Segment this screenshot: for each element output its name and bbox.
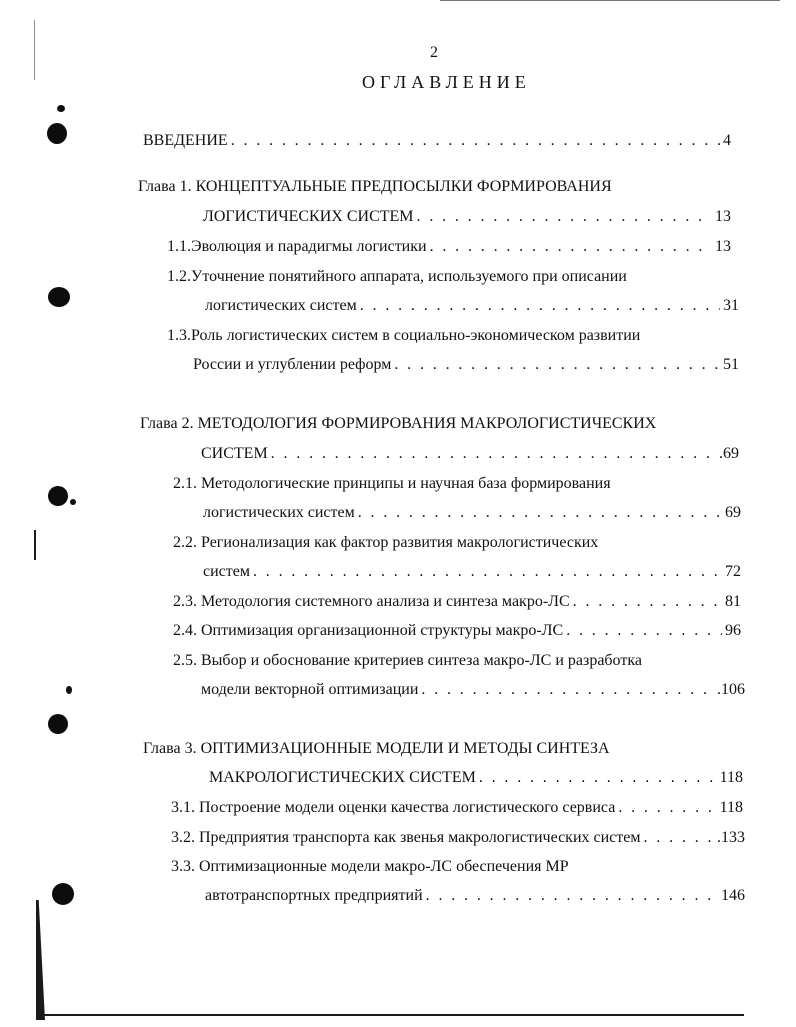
toc-chapter-3-title[interactable]: Глава 3. ОПТИМИЗАЦИОННЫЕ МОДЕЛИ И МЕТОДЫ СИНТЕЗА bbox=[143, 740, 610, 757]
toc-chapter-1-title[interactable]: Глава 1. КОНЦЕПТУАЛЬНЫЕ ПРЕДПОСЫЛКИ ФОРМИРОВАНИЯ bbox=[138, 178, 612, 195]
toc-section-2-5[interactable] bbox=[201, 680, 745, 700]
toc-section-3-3[interactable] bbox=[205, 886, 745, 906]
scan-edge-line bbox=[34, 530, 36, 560]
toc-page-number: 69 bbox=[725, 504, 741, 521]
toc-page-number: 96 bbox=[725, 622, 741, 639]
scan-edge-line bbox=[440, 0, 780, 1]
dot-leader bbox=[426, 886, 718, 906]
toc-page-number: 31 bbox=[723, 297, 739, 314]
dot-leader bbox=[618, 798, 716, 818]
dot-leader bbox=[394, 355, 720, 375]
binder-hole-mark bbox=[57, 105, 65, 112]
toc-page-number: 118 bbox=[719, 769, 743, 786]
toc-section-2-5-title[interactable]: 2.5. Выбор и обоснование критериев синтеза макро-ЛС и разработка bbox=[173, 652, 642, 669]
dot-leader bbox=[360, 296, 720, 316]
scan-edge-line bbox=[44, 1014, 744, 1016]
toc-chapter-3-entry[interactable] bbox=[209, 768, 743, 788]
toc-entry-text: логистических систем bbox=[205, 297, 357, 314]
toc-section-2-2-title[interactable]: 2.2. Регионализация как фактор развития макрологистических bbox=[173, 534, 599, 551]
toc-entry-text: 3.1. Построение модели оценки качества логистического сервиса bbox=[171, 799, 616, 816]
toc-section-3-2[interactable] bbox=[171, 828, 745, 848]
toc-entry-text: ВВЕДЕНИЕ bbox=[143, 132, 228, 149]
binder-hole-mark bbox=[47, 123, 67, 144]
toc-section-1-2[interactable] bbox=[205, 296, 739, 316]
binder-hole-mark bbox=[48, 714, 68, 734]
scan-edge-line bbox=[36, 900, 45, 1020]
dot-leader bbox=[271, 444, 716, 464]
toc-section-3-3-title[interactable]: 3.3. Оптимизационные модели макро-ЛС обеспечения МР bbox=[171, 858, 569, 875]
toc-section-2-2[interactable] bbox=[203, 562, 741, 582]
toc-entry-intro[interactable] bbox=[143, 131, 731, 151]
binder-hole-mark bbox=[52, 883, 74, 905]
toc-page-number: 13 bbox=[715, 238, 731, 255]
binder-hole-mark bbox=[66, 686, 72, 694]
binder-hole-mark bbox=[48, 486, 68, 506]
dot-leader bbox=[358, 503, 722, 523]
dot-leader bbox=[231, 131, 720, 151]
binder-hole-mark bbox=[48, 287, 70, 307]
toc-page-number: 81 bbox=[725, 593, 741, 610]
toc-chapter-1-entry[interactable] bbox=[203, 207, 731, 227]
dot-leader bbox=[253, 562, 722, 582]
toc-entry-text: логистических систем bbox=[203, 504, 355, 521]
dot-leader bbox=[566, 621, 722, 641]
toc-section-2-3[interactable] bbox=[173, 592, 741, 612]
toc-page-number: 51 bbox=[723, 356, 739, 373]
toc-entry-text: России и углублении реформ bbox=[193, 356, 392, 373]
toc-page-number: .133 bbox=[717, 829, 745, 846]
toc-entry-text: МАКРОЛОГИСТИЧЕСКИХ СИСТЕМ bbox=[209, 769, 476, 786]
toc-chapter-2-title[interactable]: Глава 2. МЕТОДОЛОГИЯ ФОРМИРОВАНИЯ МАКРОЛОГИСТИЧЕСКИХ bbox=[140, 415, 657, 432]
dot-leader bbox=[417, 207, 712, 227]
toc-entry-text: автотранспортных предприятий bbox=[205, 887, 423, 904]
toc-entry-text: ЛОГИСТИЧЕСКИХ СИСТЕМ bbox=[203, 208, 414, 225]
toc-entry-text: модели векторной оптимизации bbox=[201, 681, 419, 698]
toc-page-number: .69 bbox=[719, 445, 739, 462]
toc-section-2-1[interactable] bbox=[203, 503, 741, 523]
toc-page-number: 72 bbox=[725, 563, 741, 580]
toc-section-2-4[interactable] bbox=[173, 621, 741, 641]
binder-hole-mark bbox=[70, 499, 76, 505]
toc-section-1-3-title[interactable]: 1.3.Роль логистических систем в социально-экономическом развитии bbox=[167, 327, 641, 344]
page-number: 2 bbox=[430, 44, 438, 61]
toc-entry-text: систем bbox=[203, 563, 250, 580]
toc-page-number: 4 bbox=[723, 132, 731, 149]
toc-entry-text: 2.4. Оптимизация организационной структуры макро-ЛС bbox=[173, 622, 564, 639]
toc-page-number: .106 bbox=[717, 681, 745, 698]
toc-section-1-3[interactable] bbox=[193, 355, 739, 375]
toc-section-1-2-title[interactable]: 1.2.Уточнение понятийного аппарата, используемого при описании bbox=[167, 268, 627, 285]
dot-leader bbox=[644, 828, 715, 848]
toc-entry-text: 3.2. Предприятия транспорта как звенья макрологистических систем bbox=[171, 829, 641, 846]
toc-entry-text: 1.1.Эволюция и парадигмы логистики bbox=[167, 238, 427, 255]
toc-section-2-1-title[interactable]: 2.1. Методологические принципы и научная база формирования bbox=[173, 475, 611, 492]
toc-page-number: 146 bbox=[721, 887, 745, 904]
toc-page-number: 118 bbox=[719, 799, 743, 816]
dot-leader bbox=[479, 768, 717, 788]
toc-page-number: 13 bbox=[715, 208, 731, 225]
toc-entry-text: 2.3. Методология системного анализа и синтеза макро-ЛС bbox=[173, 593, 570, 610]
dot-leader bbox=[573, 592, 722, 612]
dot-leader bbox=[430, 237, 712, 257]
toc-section-1-1[interactable] bbox=[167, 237, 731, 257]
dot-leader bbox=[421, 680, 714, 700]
scan-edge-line bbox=[34, 20, 35, 80]
page-title: ОГЛАВЛЕНИЕ bbox=[362, 72, 531, 92]
toc-entry-text: СИСТЕМ bbox=[201, 445, 268, 462]
toc-chapter-2-entry[interactable] bbox=[201, 444, 739, 464]
toc-section-3-1[interactable] bbox=[171, 798, 743, 818]
